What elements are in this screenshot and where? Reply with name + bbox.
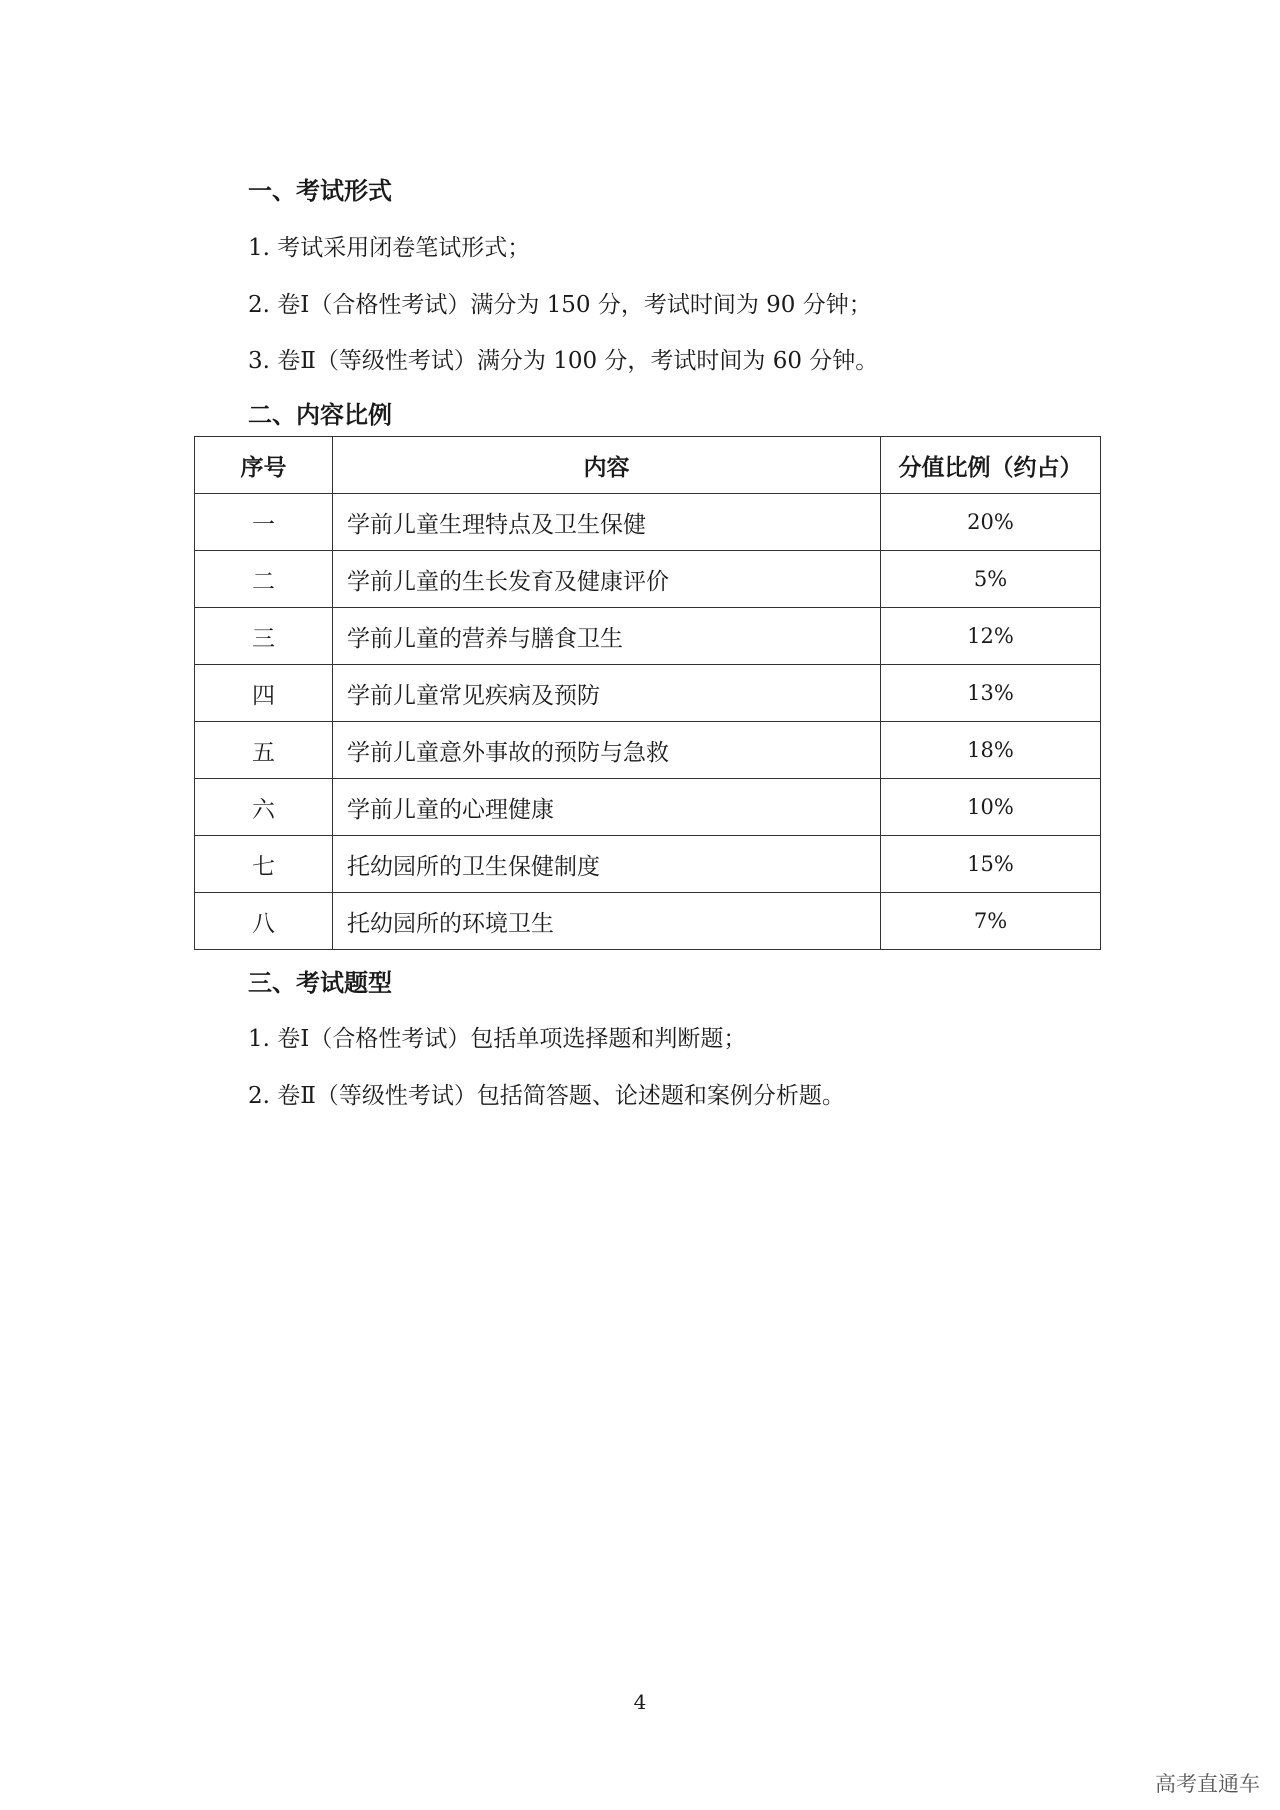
exam-format-item-2: 2. 卷Ⅰ（合格性考试）满分为 150 分，考试时间为 90 分钟； bbox=[248, 292, 872, 318]
table-row bbox=[195, 836, 1101, 893]
exam-format-item-1: 1. 考试采用闭卷笔试形式； bbox=[248, 235, 531, 261]
page-number: 4 bbox=[633, 1690, 647, 1714]
header-content: 内容 bbox=[333, 437, 881, 494]
table-row bbox=[195, 494, 1101, 551]
watermark: 高考直通车 bbox=[1155, 1772, 1260, 1796]
table-row bbox=[195, 608, 1101, 665]
row-ratio: 15% bbox=[881, 836, 1101, 893]
question-types-item-2: 2. 卷Ⅱ（等级性考试）包括简答题、论述题和案例分析题。 bbox=[248, 1083, 845, 1109]
header-number: 序号 bbox=[195, 437, 333, 494]
table-row bbox=[195, 893, 1101, 950]
row-content: 学前儿童意外事故的预防与急救 bbox=[333, 722, 881, 779]
row-number: 一 bbox=[195, 494, 333, 551]
section-heading-exam-format: 一、考试形式 bbox=[248, 177, 392, 205]
question-types-item-1: 1. 卷Ⅰ（合格性考试）包括单项选择题和判断题； bbox=[248, 1026, 747, 1052]
row-ratio: 5% bbox=[881, 551, 1101, 608]
row-number: 八 bbox=[195, 893, 333, 950]
row-number: 三 bbox=[195, 608, 333, 665]
row-ratio: 18% bbox=[881, 722, 1101, 779]
row-content: 托幼园所的环境卫生 bbox=[333, 893, 881, 950]
row-number: 五 bbox=[195, 722, 333, 779]
exam-format-item-3: 3. 卷Ⅱ（等级性考试）满分为 100 分，考试时间为 60 分钟。 bbox=[248, 348, 879, 374]
row-content: 学前儿童常见疾病及预防 bbox=[333, 665, 881, 722]
table-header-row bbox=[195, 437, 1101, 494]
row-number: 六 bbox=[195, 779, 333, 836]
row-number: 七 bbox=[195, 836, 333, 893]
row-content: 学前儿童的营养与膳食卫生 bbox=[333, 608, 881, 665]
row-content: 托幼园所的卫生保健制度 bbox=[333, 836, 881, 893]
row-ratio: 13% bbox=[881, 665, 1101, 722]
header-ratio: 分值比例（约占） bbox=[881, 437, 1101, 494]
content-proportion-table bbox=[194, 436, 1101, 950]
table-row bbox=[195, 665, 1101, 722]
row-content: 学前儿童的生长发育及健康评价 bbox=[333, 551, 881, 608]
table-row bbox=[195, 722, 1101, 779]
row-content: 学前儿童的心理健康 bbox=[333, 779, 881, 836]
row-ratio: 20% bbox=[881, 494, 1101, 551]
row-content: 学前儿童生理特点及卫生保健 bbox=[333, 494, 881, 551]
row-ratio: 12% bbox=[881, 608, 1101, 665]
row-number: 四 bbox=[195, 665, 333, 722]
section-heading-question-types: 三、考试题型 bbox=[248, 969, 392, 997]
row-ratio: 7% bbox=[881, 893, 1101, 950]
row-ratio: 10% bbox=[881, 779, 1101, 836]
row-number: 二 bbox=[195, 551, 333, 608]
table-row bbox=[195, 551, 1101, 608]
table-row bbox=[195, 779, 1101, 836]
section-heading-content-proportion: 二、内容比例 bbox=[248, 401, 392, 429]
